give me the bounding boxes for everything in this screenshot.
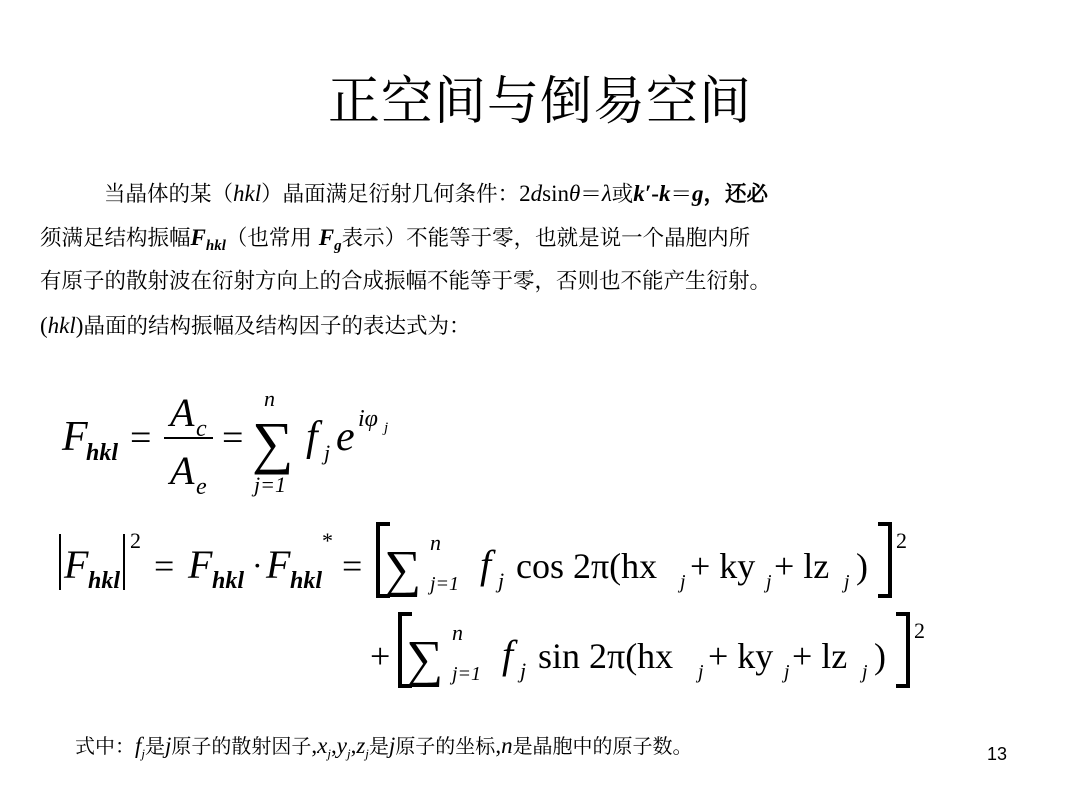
f-symbol-3: F [266, 542, 291, 587]
caption-f-subscript: j [141, 746, 146, 761]
ae-symbol: A [170, 448, 195, 493]
caption-x-subscript: j [327, 746, 331, 761]
caption-n: n [501, 733, 513, 758]
equals-2: = [222, 417, 244, 459]
paragraph-line-1 [40, 172, 1050, 217]
sum-lower: j=1 [254, 472, 286, 497]
paren-open: ( [40, 313, 48, 338]
sum-upper-1: n [430, 530, 441, 555]
subscript-g: g [334, 238, 342, 254]
sum-sign-2: ∑ [406, 631, 444, 688]
lz-term-2: + lz [792, 636, 848, 676]
f-subscript-3: hkl [290, 568, 323, 594]
eq-equals: ＝ [580, 182, 602, 207]
square-exponent-2: 2 [914, 618, 925, 643]
dot-operator: · [252, 547, 263, 583]
text: ，还必 [703, 182, 768, 207]
f-j: f [306, 414, 318, 460]
caption-sep: , [350, 733, 357, 758]
paragraph-line-4 [40, 304, 1050, 349]
x-subscript-1: j [680, 571, 686, 593]
close-paren-2: ) [874, 636, 886, 676]
cos-expression: cos 2π(hx [516, 546, 658, 586]
f-j-subscript-2: j [520, 658, 527, 683]
caption-text: 原子的坐标 [395, 734, 496, 758]
caption-sep: , [331, 733, 337, 758]
sum-upper: n [264, 386, 275, 411]
f-j-1: f [480, 542, 492, 587]
eq-2: 2 [519, 181, 531, 206]
plus-sign: + [370, 636, 391, 676]
x-subscript-2: j [698, 661, 704, 683]
vector-k-prime: k′ [633, 181, 652, 206]
f-symbol: F [64, 542, 89, 587]
exp-e: e [336, 414, 355, 460]
caption-z: z [356, 733, 366, 758]
close-paren-1: ) [856, 546, 868, 586]
formula-caption [75, 728, 693, 772]
ae-subscript: e [196, 474, 207, 500]
sum-sign: ∑ [252, 410, 294, 475]
f-j-2: f [502, 632, 514, 677]
formula-structure-amplitude [0, 380, 1080, 510]
f-j-subscript: j [324, 440, 331, 465]
text: （也常用 [225, 226, 319, 251]
eq-sin: sin [542, 181, 569, 206]
paren-close: ) [75, 313, 84, 338]
sum-lower-1: j=1 [430, 573, 460, 595]
text: 表示）不能等于零，也就是说一个晶胞内所 [341, 226, 751, 251]
text: 当晶体的某（ [104, 182, 234, 207]
f-symbol: F [62, 414, 88, 460]
ac-subscript: c [196, 416, 207, 442]
formula-structure-factor [0, 518, 1080, 698]
y-subscript-1: j [766, 571, 772, 593]
sin-expression: sin 2π(hx [538, 636, 674, 676]
equals-2: = [342, 546, 363, 586]
caption-text: 是 [145, 734, 166, 758]
page-number: 13 [987, 744, 1008, 764]
hkl-text: hkl [47, 313, 76, 338]
eq-d: d [530, 181, 543, 206]
conjugate-star: * [322, 528, 333, 553]
caption-y: y [336, 733, 347, 758]
caption-prefix: 式中： [75, 734, 135, 758]
exp-power-subscript: j [384, 420, 389, 436]
f-subscript: hkl [88, 568, 121, 594]
caption-j: j [388, 733, 396, 758]
square-exponent-1: 2 [896, 528, 907, 553]
caption-x: x [317, 733, 328, 758]
caption-y-subscript: j [346, 746, 351, 761]
equals-1: = [154, 546, 175, 586]
z-subscript-1: j [844, 571, 850, 593]
vector-k: k [658, 181, 671, 206]
text: 晶面的结构振幅及结构因子的表达式为： [83, 314, 471, 339]
text: ）晶面满足衍射几何条件： [261, 182, 520, 207]
slide-title: 正空间与倒易空间 [327, 72, 752, 132]
ky-term-2: + ky [708, 636, 774, 676]
caption-text: 原子的散射因子 [171, 734, 312, 758]
eq-lambda: λ [601, 181, 612, 206]
caption-z-subscript: j [365, 746, 369, 761]
ky-term-1: + ky [690, 546, 756, 586]
symbol-Fg: F [318, 225, 335, 250]
y-subscript-2: j [784, 661, 790, 683]
paragraph-line-3: 有原子的散射波在衍射方向上的合成振幅不能等于零，否则也不能产生衍射。 [40, 269, 772, 294]
z-subscript-2: j [862, 661, 868, 683]
or-text: 或 [611, 182, 634, 207]
hkl-text: hkl [233, 181, 262, 206]
bracket-right-1 [878, 524, 890, 596]
f-subscript-2: hkl [212, 568, 245, 594]
symbol-F: F [190, 225, 206, 250]
caption-text: 是 [368, 734, 389, 758]
equals-1: = [130, 417, 152, 459]
text: 须满足结构振幅 [40, 226, 191, 251]
f-j-subscript-1: j [498, 568, 505, 593]
f-subscript: hkl [86, 440, 119, 466]
caption-comma: , [311, 733, 318, 758]
caption-comma: , [495, 733, 502, 758]
sum-sign-1: ∑ [384, 541, 422, 598]
bracket-right-2 [896, 614, 908, 686]
caption-j: j [165, 733, 172, 758]
caption-text: 是晶胞中的原子数。 [512, 734, 693, 758]
sum-upper-2: n [452, 620, 463, 645]
square-exponent: 2 [130, 528, 141, 553]
ac-symbol: A [170, 390, 195, 435]
f-symbol-2: F [188, 542, 213, 587]
subscript-hkl: hkl [205, 238, 226, 254]
caption-f: f [135, 733, 142, 758]
eq-theta: θ [568, 181, 581, 206]
vector-g: g [691, 181, 704, 206]
eq-equals-2: ＝ [670, 182, 692, 207]
exp-power: iφ [358, 406, 378, 432]
lz-term-1: + lz [774, 546, 830, 586]
minus: - [651, 181, 659, 206]
sum-lower-2: j=1 [452, 663, 482, 685]
